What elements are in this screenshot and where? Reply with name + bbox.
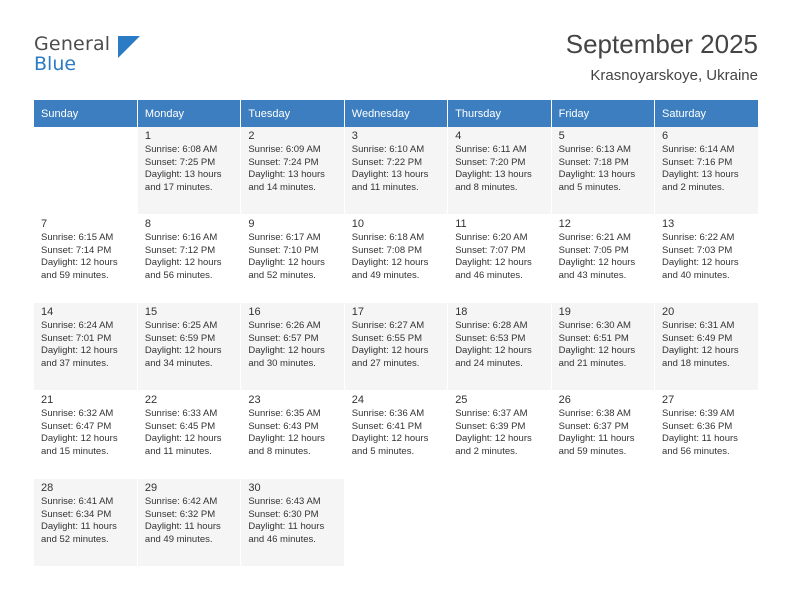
calendar-day-cell[interactable] — [34, 303, 137, 391]
day-info-line: Sunrise: 6:41 AM — [41, 496, 114, 507]
day-number: 12 — [558, 218, 571, 230]
day-number: 29 — [144, 482, 158, 494]
day-info-line: Daylight: 11 hours — [558, 433, 635, 445]
day-number: 30 — [248, 482, 261, 494]
day-info-line: Daylight: 12 hours — [455, 345, 532, 357]
day-info-line: and 46 minutes. — [248, 533, 316, 545]
calendar-day-cell[interactable] — [137, 479, 240, 567]
day-info-line: Sunrise: 6:24 AM — [41, 320, 114, 331]
day-info-line: Sunset: 6:57 PM — [248, 332, 319, 344]
day-number: 10 — [351, 218, 365, 230]
calendar-day-cell[interactable] — [448, 127, 551, 215]
day-sun-info — [34, 408, 137, 458]
day-info-line: and 5 minutes. — [558, 181, 621, 193]
day-info-line: Sunrise: 6:15 AM — [41, 232, 114, 243]
calendar-day-cell[interactable] — [344, 303, 447, 391]
day-info-line: Sunset: 6:51 PM — [558, 332, 629, 344]
weekday-header-monday: Monday — [137, 100, 240, 127]
day-info-line: Sunset: 7:22 PM — [351, 156, 422, 168]
day-info-line: Daylight: 12 hours — [248, 433, 325, 445]
page-title: September 2025 — [565, 29, 758, 59]
day-sun-info — [138, 408, 240, 458]
day-info-line: Daylight: 13 hours — [455, 169, 532, 181]
day-info-line: and 49 minutes. — [144, 533, 213, 545]
calendar-day-cell[interactable] — [655, 391, 758, 479]
calendar-day-cell[interactable] — [241, 479, 344, 567]
day-info-line: and 59 minutes. — [41, 269, 109, 281]
day-sun-info — [241, 408, 343, 458]
day-info-line: Daylight: 11 hours — [144, 521, 221, 533]
calendar-day-cell[interactable] — [655, 303, 758, 391]
day-number: 27 — [662, 394, 675, 406]
day-number: 25 — [455, 394, 468, 406]
day-sun-info — [552, 232, 654, 282]
day-sun-info — [241, 144, 343, 194]
day-info-line: Sunrise: 6:28 AM — [455, 320, 528, 331]
weekday-header-wednesday: Wednesday — [344, 100, 447, 127]
day-info-line: Sunset: 6:55 PM — [351, 332, 422, 344]
day-info-line: Sunset: 6:34 PM — [41, 508, 112, 520]
calendar-day-cell[interactable] — [448, 215, 551, 303]
day-number: 11 — [455, 218, 467, 230]
day-info-line: Sunset: 7:08 PM — [351, 244, 422, 256]
day-info-line: Sunrise: 6:25 AM — [144, 320, 218, 331]
day-info-line: Daylight: 13 hours — [558, 169, 636, 181]
day-sun-info — [34, 232, 137, 282]
day-info-line: Daylight: 12 hours — [558, 257, 636, 269]
day-info-line: and 52 minutes. — [41, 533, 109, 545]
day-info-line: and 18 minutes. — [662, 357, 730, 369]
day-sun-info — [655, 144, 758, 194]
day-number: 26 — [558, 394, 571, 406]
day-info-line: Sunrise: 6:14 AM — [662, 144, 735, 155]
logo[interactable] — [34, 28, 154, 74]
day-info-line: Sunrise: 6:39 AM — [662, 408, 735, 419]
day-number: 14 — [41, 306, 54, 318]
weekday-header-tuesday: Tuesday — [241, 100, 344, 127]
day-info-line: Sunset: 7:24 PM — [248, 156, 319, 168]
calendar-week-row — [34, 479, 758, 567]
day-sun-info — [138, 496, 240, 546]
day-info-line: Daylight: 12 hours — [248, 345, 325, 357]
day-number: 21 — [41, 394, 54, 406]
day-info-line: and 5 minutes. — [351, 445, 415, 457]
day-sun-info — [655, 232, 758, 282]
day-info-line: Sunset: 6:39 PM — [455, 420, 526, 432]
day-sun-info — [345, 144, 447, 194]
day-info-line: Sunset: 7:12 PM — [144, 244, 216, 256]
day-info-line: Sunrise: 6:22 AM — [662, 232, 735, 243]
day-info-line: Sunset: 6:37 PM — [558, 420, 629, 432]
calendar-day-cell[interactable] — [551, 215, 654, 303]
day-info-line: Sunrise: 6:08 AM — [144, 144, 218, 155]
calendar-day-cell[interactable] — [137, 127, 240, 215]
page-header — [34, 28, 758, 90]
day-info-line: Sunset: 7:07 PM — [455, 244, 526, 256]
day-info-line: and 34 minutes. — [144, 357, 213, 369]
day-sun-info — [138, 320, 240, 370]
calendar-week-row — [34, 391, 758, 479]
day-number: 5 — [558, 130, 565, 142]
day-info-line: and 8 minutes. — [248, 445, 311, 457]
day-info-line: and 11 minutes. — [144, 445, 212, 457]
location-subtitle: Krasnoyarskoye, Ukraine — [590, 67, 758, 84]
day-number: 4 — [455, 130, 462, 142]
calendar-day-cell[interactable] — [241, 127, 344, 215]
day-info-line: and 37 minutes. — [41, 357, 109, 369]
day-sun-info — [34, 496, 137, 546]
day-info-line: Sunset: 6:41 PM — [351, 420, 422, 432]
day-info-line: Daylight: 12 hours — [248, 257, 325, 269]
day-info-line: Sunrise: 6:09 AM — [248, 144, 321, 155]
day-info-line: and 52 minutes. — [248, 269, 316, 281]
day-info-line: Sunrise: 6:38 AM — [558, 408, 631, 419]
day-info-line: Sunset: 7:14 PM — [41, 244, 112, 256]
calendar-day-cell[interactable] — [551, 127, 654, 215]
day-info-line: Sunset: 6:59 PM — [144, 332, 216, 344]
day-sun-info — [138, 144, 240, 194]
day-info-line: Sunset: 6:53 PM — [455, 332, 526, 344]
day-number: 28 — [41, 482, 54, 494]
day-info-line: Sunset: 7:16 PM — [662, 156, 733, 168]
day-info-line: and 2 minutes. — [455, 445, 518, 457]
day-info-line: Daylight: 13 hours — [662, 169, 739, 181]
day-sun-info — [34, 320, 137, 370]
day-info-line: and 46 minutes. — [455, 269, 523, 281]
day-sun-info — [655, 320, 758, 370]
day-number: 24 — [351, 394, 365, 406]
day-sun-info — [345, 320, 447, 370]
day-number: 20 — [662, 306, 675, 318]
weekday-header-row — [34, 100, 758, 127]
calendar-day-cell[interactable] — [34, 479, 137, 567]
day-number: 6 — [662, 130, 669, 142]
calendar-cell-empty — [551, 479, 654, 567]
day-number: 2 — [248, 130, 255, 142]
calendar-day-cell[interactable] — [448, 303, 551, 391]
day-info-line: and 15 minutes. — [41, 445, 109, 457]
calendar-week-row — [34, 127, 758, 215]
day-sun-info — [448, 144, 550, 194]
calendar-day-cell[interactable] — [655, 127, 758, 215]
day-info-line: Sunset: 7:05 PM — [558, 244, 629, 256]
day-info-line: Sunset: 6:47 PM — [41, 420, 112, 432]
day-info-line: Daylight: 12 hours — [351, 345, 429, 357]
day-info-line: and 27 minutes. — [351, 357, 420, 369]
day-info-line: Sunrise: 6:11 AM — [455, 144, 527, 155]
day-info-line: and 21 minutes. — [558, 357, 627, 369]
calendar-table — [34, 100, 758, 567]
day-info-line: Daylight: 12 hours — [455, 257, 532, 269]
day-info-line: Sunrise: 6:10 AM — [351, 144, 425, 155]
day-info-line: Daylight: 12 hours — [351, 433, 429, 445]
day-info-line: Sunset: 7:18 PM — [558, 156, 629, 168]
day-info-line: Daylight: 12 hours — [558, 345, 636, 357]
day-number: 16 — [248, 306, 261, 318]
day-number: 17 — [351, 306, 365, 318]
day-info-line: and 2 minutes. — [662, 181, 725, 193]
weekday-header-thursday: Thursday — [448, 100, 551, 127]
calendar-day-cell[interactable] — [241, 215, 344, 303]
weekday-header-saturday: Saturday — [655, 100, 758, 127]
day-number: 13 — [662, 218, 675, 230]
day-number: 23 — [248, 394, 261, 406]
day-sun-info — [345, 232, 447, 282]
calendar-day-cell[interactable] — [34, 391, 137, 479]
day-number: 8 — [144, 218, 152, 230]
day-info-line: Sunset: 6:43 PM — [248, 420, 319, 432]
day-sun-info — [655, 408, 758, 458]
day-info-line: Sunrise: 6:18 AM — [351, 232, 425, 243]
day-info-line: Daylight: 12 hours — [144, 433, 222, 445]
day-info-line: Daylight: 12 hours — [144, 345, 222, 357]
logo-text-general: General — [34, 33, 111, 55]
day-sun-info — [552, 408, 654, 458]
day-sun-info — [552, 320, 654, 370]
calendar-day-cell[interactable] — [34, 215, 137, 303]
calendar-cell-empty — [448, 479, 551, 567]
day-info-line: Daylight: 13 hours — [351, 169, 429, 181]
calendar-cell-empty — [655, 479, 758, 567]
day-info-line: Sunrise: 6:43 AM — [248, 496, 321, 507]
day-info-line: Sunrise: 6:26 AM — [248, 320, 321, 331]
day-info-line: Daylight: 12 hours — [41, 433, 118, 445]
calendar-day-cell[interactable] — [655, 215, 758, 303]
weekday-header-friday: Friday — [551, 100, 654, 127]
day-info-line: and 30 minutes. — [248, 357, 316, 369]
calendar-day-cell[interactable] — [137, 215, 240, 303]
calendar-day-cell[interactable] — [137, 391, 240, 479]
day-number: 7 — [41, 218, 48, 230]
day-info-line: Sunrise: 6:30 AM — [558, 320, 631, 331]
calendar-day-cell[interactable] — [551, 391, 654, 479]
day-sun-info — [448, 408, 550, 458]
day-info-line: Sunrise: 6:27 AM — [351, 320, 425, 331]
day-info-line: Sunrise: 6:32 AM — [41, 408, 114, 419]
day-sun-info — [138, 232, 240, 282]
calendar-week-row — [34, 215, 758, 303]
day-info-line: Daylight: 12 hours — [351, 257, 429, 269]
day-number: 3 — [351, 130, 358, 142]
day-info-line: Sunrise: 6:42 AM — [144, 496, 218, 507]
day-sun-info — [345, 408, 447, 458]
day-info-line: Sunrise: 6:17 AM — [248, 232, 321, 243]
calendar-cell-empty — [344, 479, 447, 567]
day-number: 9 — [248, 218, 255, 230]
day-info-line: Sunset: 6:45 PM — [144, 420, 216, 432]
day-info-line: Sunset: 7:03 PM — [662, 244, 733, 256]
day-info-line: and 17 minutes. — [144, 181, 213, 193]
day-info-line: Daylight: 12 hours — [455, 433, 532, 445]
calendar-week-row — [34, 303, 758, 391]
day-number: 18 — [455, 306, 468, 318]
day-info-line: Daylight: 11 hours — [662, 433, 738, 445]
calendar-day-cell[interactable] — [344, 127, 447, 215]
day-info-line: Sunset: 6:36 PM — [662, 420, 733, 432]
day-info-line: and 56 minutes. — [144, 269, 213, 281]
day-info-line: Sunrise: 6:35 AM — [248, 408, 321, 419]
day-number: 15 — [144, 306, 158, 318]
day-info-line: Sunrise: 6:36 AM — [351, 408, 425, 419]
day-sun-info — [241, 232, 343, 282]
calendar-day-cell[interactable] — [344, 215, 447, 303]
day-info-line: and 56 minutes. — [662, 445, 730, 457]
day-info-line: and 59 minutes. — [558, 445, 627, 457]
calendar-body — [34, 127, 758, 567]
day-info-line: and 24 minutes. — [455, 357, 523, 369]
day-info-line: and 43 minutes. — [558, 269, 627, 281]
day-info-line: Sunrise: 6:16 AM — [144, 232, 218, 243]
day-number: 1 — [144, 130, 152, 142]
day-info-line: Sunset: 7:10 PM — [248, 244, 319, 256]
day-info-line: and 49 minutes. — [351, 269, 420, 281]
day-info-line: Sunrise: 6:20 AM — [455, 232, 528, 243]
blue-flag-icon — [118, 36, 140, 58]
day-info-line: Daylight: 13 hours — [248, 169, 325, 181]
title-block — [566, 28, 758, 88]
calendar-cell-empty — [34, 127, 137, 215]
day-info-line: Sunset: 7:25 PM — [144, 156, 216, 168]
day-info-line: Sunset: 6:49 PM — [662, 332, 733, 344]
day-info-line: Sunrise: 6:31 AM — [662, 320, 735, 331]
day-number: 22 — [144, 394, 158, 406]
day-info-line: Sunrise: 6:37 AM — [455, 408, 528, 419]
day-sun-info — [552, 144, 654, 194]
weekday-header-sunday: Sunday — [34, 100, 137, 127]
day-info-line: Sunset: 7:01 PM — [41, 332, 112, 344]
day-sun-info — [448, 232, 550, 282]
day-sun-info — [241, 496, 343, 546]
calendar-day-cell[interactable] — [241, 391, 344, 479]
day-info-line: Sunrise: 6:33 AM — [144, 408, 218, 419]
day-info-line: Daylight: 13 hours — [144, 169, 222, 181]
day-info-line: Daylight: 12 hours — [41, 345, 118, 357]
day-info-line: Sunrise: 6:13 AM — [558, 144, 631, 155]
day-info-line: Sunset: 6:30 PM — [248, 508, 319, 520]
calendar-day-cell[interactable] — [137, 303, 240, 391]
calendar-day-cell[interactable] — [344, 391, 447, 479]
day-info-line: and 8 minutes. — [455, 181, 518, 193]
day-info-line: Daylight: 12 hours — [41, 257, 118, 269]
day-info-line: Daylight: 11 hours — [248, 521, 325, 533]
day-info-line: Sunrise: 6:21 AM — [558, 232, 631, 243]
day-info-line: Daylight: 12 hours — [662, 345, 739, 357]
calendar-day-cell[interactable] — [241, 303, 344, 391]
day-info-line: Sunset: 7:20 PM — [455, 156, 526, 168]
day-sun-info — [448, 320, 550, 370]
calendar-day-cell[interactable] — [448, 391, 551, 479]
day-info-line: Daylight: 12 hours — [144, 257, 222, 269]
day-number: 19 — [558, 306, 571, 318]
calendar-day-cell[interactable] — [551, 303, 654, 391]
logo-text-blue: Blue — [34, 53, 77, 75]
day-info-line: and 40 minutes. — [662, 269, 730, 281]
day-info-line: Daylight: 11 hours — [41, 521, 117, 533]
day-info-line: Sunset: 6:32 PM — [144, 508, 216, 520]
day-info-line: and 14 minutes. — [248, 181, 316, 193]
day-info-line: Daylight: 12 hours — [662, 257, 739, 269]
day-sun-info — [241, 320, 343, 370]
day-info-line: and 11 minutes. — [351, 181, 419, 193]
